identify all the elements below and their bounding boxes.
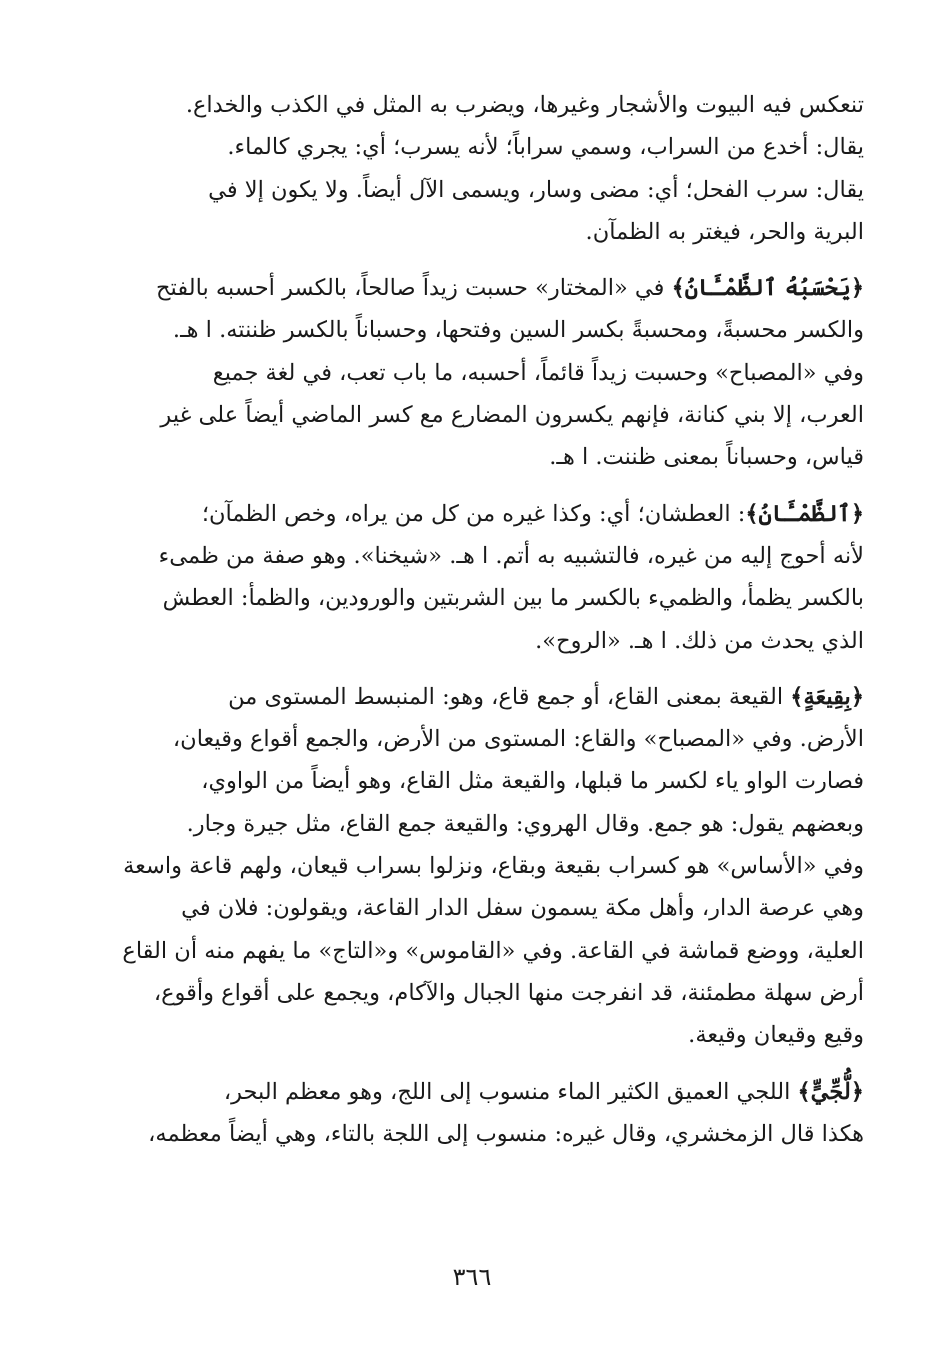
quran-headword: ﴿ٱلظَّمْـَٔانُ﴾ bbox=[745, 500, 864, 527]
page-number: ٣٦٦ bbox=[452, 1263, 492, 1291]
line-text: : العطشان؛ أي: وكذا غيره من كل من يراه، وخص الظمآن؛ bbox=[201, 500, 746, 527]
text-line bbox=[88, 267, 864, 309]
text-line: قياس، وحسباناً بمعنى ظننت. ا هـ. bbox=[549, 444, 864, 471]
paragraph-zaman bbox=[88, 493, 864, 662]
text-line: العرب، إلا بني كنانة، فإنهم يكسرون المضارع مع كسر الماضي أيضاً على غير bbox=[160, 402, 864, 429]
text-line: الأرض. وفي «المصباح» والقاع: المستوى من الأرض، والجمع أقواع وقيعان، bbox=[172, 726, 864, 753]
page-body bbox=[88, 84, 864, 1155]
text-line: هكذا قال الزمخشري، وقال غيره: منسوب إلى اللجة بالتاء، وهي أيضاً معظمه، bbox=[148, 1120, 864, 1147]
paragraph-lujji bbox=[88, 1071, 864, 1156]
text-line: لأنه أحوج إليه من غيره، فالتشبيه به أتم. ا هـ. «شيخنا». وهو صفة من ظمىء bbox=[158, 542, 864, 569]
paragraph-yahsabuhu bbox=[88, 267, 864, 478]
text-line: العلية، ووضع قماشة في القاعة. وفي «القاموس» و«التاج» ما يفهم منه أن القاع bbox=[122, 937, 864, 964]
text-line bbox=[88, 1071, 864, 1113]
text-line: يقال: أخدع من السراب، وسمي سراباً؛ لأنه يسرب؛ أي: يجري كالماء. bbox=[227, 134, 864, 161]
text-line: الذي يحدث من ذلك. ا هـ. «الروح». bbox=[535, 627, 864, 654]
quran-headword: ﴿بِقِيعَةٍ﴾ bbox=[790, 683, 864, 710]
text-line bbox=[88, 676, 864, 718]
text-line: تنعكس فيه البيوت والأشجار وغيرها، ويضرب به المثل في الكذب والخداع. bbox=[185, 92, 864, 118]
line-text: في «المختار» حسبت زيداً صالحاً، بالكسر أحسبه بالفتح bbox=[156, 275, 672, 302]
text-line bbox=[88, 493, 864, 535]
quran-headword: ﴿لُّجِّيٍّ﴾ bbox=[797, 1078, 864, 1105]
text-line: يقال: سرب الفحل؛ أي: مضى وسار، ويسمى الآل أيضاً. ولا يكون إلا في bbox=[208, 176, 864, 203]
text-line: فصارت الواو ياء لكسر ما قبلها، والقيعة مثل القاع، وهو أيضاً من الواوي، bbox=[201, 768, 864, 795]
text-line: وقيع وقيعان وقيعة. bbox=[688, 1022, 864, 1049]
text-line: وهي عرصة الدار، وأهل مكة يسمون سفل الدار القاعة، ويقولون: فلان في bbox=[181, 895, 864, 922]
text-line: وفي «المصباح» وحسبت زيداً قائماً، أحسبه، ما باب تعب، في لغة جميع bbox=[212, 359, 864, 386]
paragraph-sarab bbox=[88, 84, 864, 253]
text-line: البرية والحر، فيغتر به الظمآن. bbox=[585, 218, 864, 245]
paragraph-biqia bbox=[88, 676, 864, 1057]
text-line: أرض سهلة مطمئنة، قد انفرجت منها الجبال والآكام، ويجمع على أقواع وأقوع، bbox=[153, 979, 864, 1006]
text-line: والكسر محسبةً، ومحسبةً بكسر السين وفتحها، وحسباناً بالكسر ظننته. ا هـ. bbox=[172, 317, 864, 344]
quran-headword: ﴿يَحْسَبُهُ ٱلظَّمْـَٔانُ﴾ bbox=[671, 275, 864, 302]
line-text: القيعة بمعنى القاع، أو جمع قاع، وهو: المنبسط المستوى من bbox=[228, 683, 791, 710]
text-line: بالكسر يظمأ، والظميء بالكسر ما بين الشربتين والورودين، والظمأ: العطش bbox=[162, 585, 864, 612]
text-line: وفي «الأساس» هو كسراب بقيعة وبقاع، ونزلوا بسراب قيعان، ولهم قاعة واسعة bbox=[123, 853, 864, 880]
text-line: وبعضهم يقول: هو جمع. وقال الهروي: والقيعة جمع القاع، مثل جيرة وجار. bbox=[186, 810, 864, 837]
line-text: اللجي العميق الكثير الماء منسوب إلى اللج، وهو معظم البحر، bbox=[223, 1078, 798, 1105]
